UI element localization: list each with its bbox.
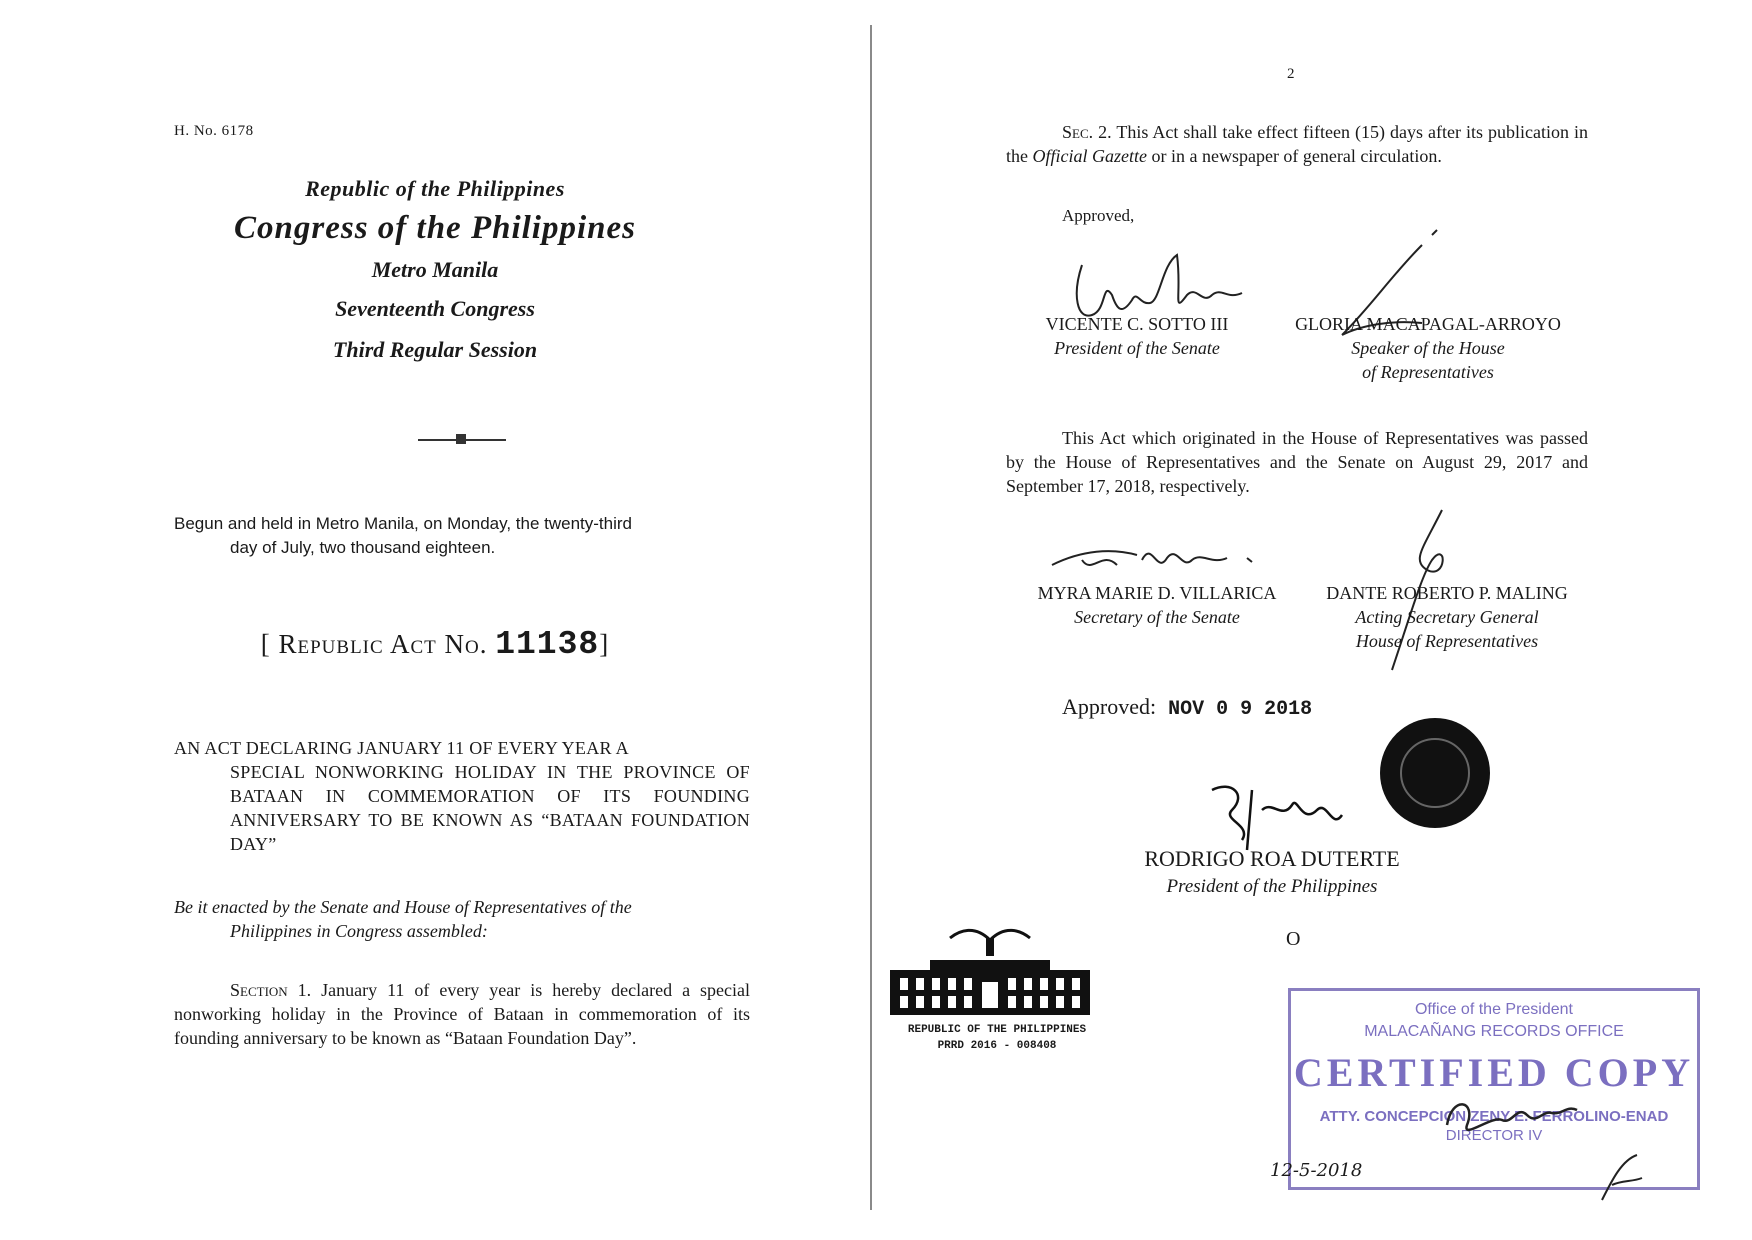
- enacting-first: Be it enacted by the Senate and House of Representatives of the: [174, 897, 632, 917]
- approved-label: Approved,: [1062, 206, 1135, 225]
- enacting-rest: Philippines in Congress assembled:: [230, 921, 488, 941]
- stamp-line2: MALACAÑANG RECORDS OFFICE: [1364, 1023, 1624, 1040]
- enacting-clause: [174, 895, 750, 943]
- end-mark: O: [1286, 928, 1301, 950]
- stamp-line3: CERTIFIED COPY: [1293, 1050, 1695, 1095]
- republic-act-heading: [ Republic Act No. 11138]: [260, 626, 610, 663]
- header-session: Third Regular Session: [332, 337, 538, 362]
- left-page: [0, 0, 870, 1240]
- section2-text: This Act shall take effect fifteen (15) days after its publication in the: [1006, 122, 1589, 166]
- stamp-line4: ATTY. CONCEPCION ZENY E. FERROLINO-ENAD: [1319, 1108, 1669, 1125]
- header-congress: Congress of the Philippines: [234, 210, 636, 246]
- act-title-rest: SPECIAL NONWORKING HOLIDAY IN THE PROVINCE OF BATAAN IN COMMEMORATION OF ITS FOUNDING ANNIVERSARY TO BE KNOWN AS “BATAAN FOUNDATION DAY”: [230, 762, 750, 854]
- stamp-line5: DIRECTOR IV: [1445, 1127, 1543, 1144]
- signatory-sotto: [1022, 312, 1252, 360]
- stamp-line1: Office of the President: [1414, 1001, 1573, 1018]
- signatory-maling: [1302, 581, 1592, 653]
- initial-mark: [1592, 1150, 1652, 1210]
- page-number: 2: [1287, 66, 1295, 82]
- maling-title2: House of Representatives: [1355, 631, 1539, 651]
- right-page: [872, 0, 1752, 1240]
- republic-act-number: 11138: [495, 626, 600, 663]
- origin-statement: [1006, 426, 1588, 498]
- maling-title: Acting Secretary General: [1355, 607, 1539, 627]
- act-title-first: AN ACT DECLARING JANUARY 11 OF EVERY YEAR A: [174, 738, 629, 758]
- ornament-square: [456, 434, 466, 444]
- malacanang-palace-logo: [890, 920, 1110, 1020]
- signatory-arroyo: [1268, 312, 1588, 384]
- handwritten-date: 12-5-2018: [1270, 1160, 1363, 1181]
- approval-date: NOV 0 9 2018: [1168, 698, 1313, 721]
- begun-line1: Begun and held in Metro Manila, on Monday, the twenty-third: [174, 514, 633, 533]
- villarica-name: MYRA MARIE D. VILLARICA: [1037, 583, 1277, 603]
- republic-act-label: Republic Act No.: [278, 629, 488, 659]
- approval-label: Approved:: [1062, 694, 1157, 719]
- section1-text: January 11 of every year is hereby declared a special nonworking holiday in the Province of Bataan in commemoration of its founding anniversary to be known as “Bataan Foundation Day”.: [174, 980, 751, 1048]
- begun-statement: [174, 512, 754, 560]
- arroyo-title2: of Representatives: [1362, 362, 1494, 382]
- palace-caption-2: PRRD 2016 - 008408: [937, 1040, 1057, 1052]
- bill-number: H. No. 6178: [174, 123, 254, 139]
- signatory-villarica: [1022, 581, 1292, 629]
- act-title: [174, 736, 750, 856]
- section2-tail: or in a newspaper of general circulation.: [1151, 146, 1442, 166]
- sotto-name: VICENTE C. SOTTO III: [1045, 314, 1229, 334]
- president-name: RODRIGO ROA DUTERTE: [1144, 846, 1400, 871]
- villarica-title: Secretary of the Senate: [1074, 607, 1240, 627]
- approval-date-line: [1062, 694, 1312, 721]
- header-congress-number: Seventeenth Congress: [335, 296, 535, 321]
- begun-line2: day of July, two thousand eighteen.: [230, 538, 496, 557]
- palace-caption: [882, 1022, 1112, 1054]
- section1-label: Section 1.: [230, 980, 312, 1000]
- signatory-president: [1112, 845, 1432, 901]
- sotto-title: President of the Senate: [1054, 338, 1220, 358]
- arroyo-title: Speaker of the House: [1351, 338, 1505, 358]
- arroyo-name: GLORIA MACAPAGAL-ARROYO: [1295, 314, 1561, 334]
- header-city: Metro Manila: [371, 257, 499, 282]
- presidential-seal-inner: [1400, 738, 1470, 808]
- president-title: President of the Philippines: [1166, 876, 1378, 897]
- maling-name: DANTE ROBERTO P. MALING: [1326, 583, 1568, 603]
- section-2: [1006, 120, 1588, 168]
- section2-label: Sec. 2.: [1062, 122, 1112, 142]
- certifier-signature: [1432, 1085, 1592, 1155]
- section-1: [174, 978, 750, 1050]
- section2-gazette: Official Gazette: [1032, 146, 1147, 166]
- palace-caption-1: REPUBLIC OF THE PHILIPPINES: [907, 1024, 1087, 1036]
- origin-text: This Act which originated in the House of Representatives was passed by the House of Representatives and the Senate on August 29, 2017 and September 17, 2018, respectively.: [1006, 428, 1588, 496]
- header-republic: Republic of the Philippines: [305, 176, 565, 201]
